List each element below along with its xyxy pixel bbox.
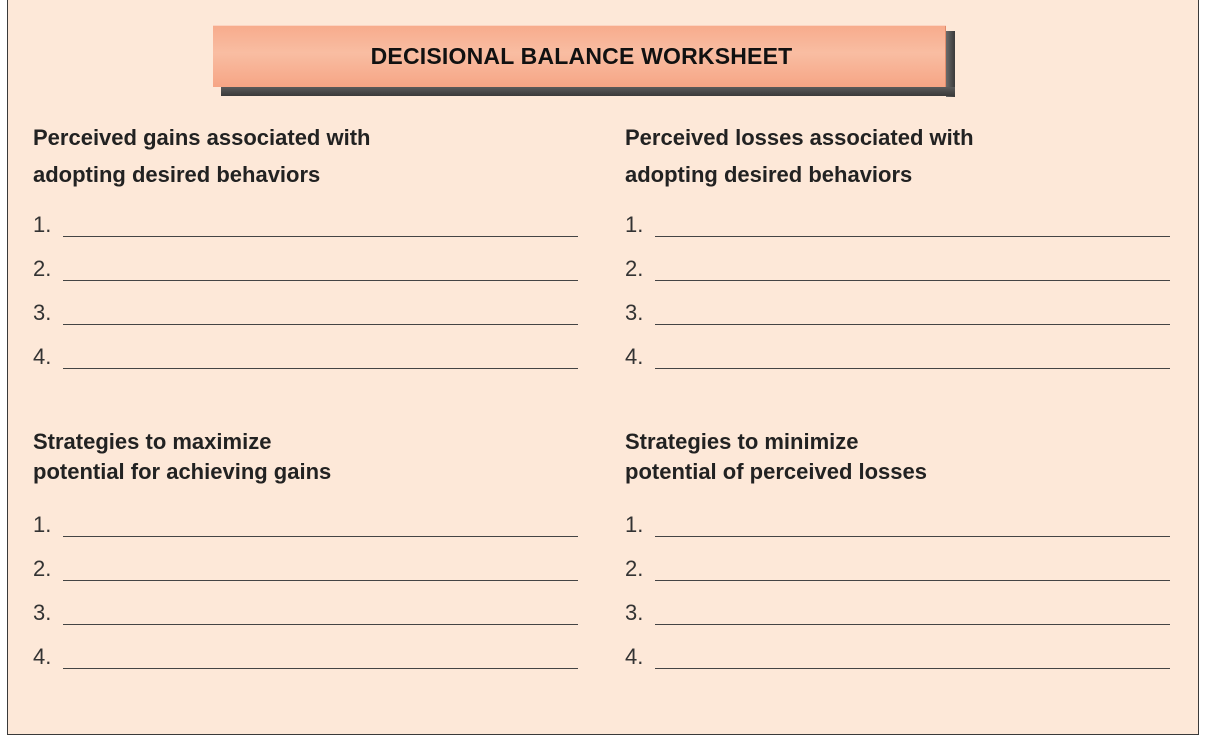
answer-line[interactable] [655,606,1170,625]
item-number: 4. [33,644,52,669]
item-number: 1. [33,512,52,537]
answer-line[interactable] [63,262,578,281]
banner-plate [213,25,946,87]
answer-line[interactable] [63,650,578,669]
gains-heading-line: adopting desired behaviors [33,162,321,187]
minimize-heading [625,427,1170,487]
list-item [625,193,1170,237]
list-item [625,281,1170,325]
list-item [33,537,578,581]
maximize-heading [33,427,578,487]
item-number: 1. [625,212,644,237]
losses-heading [625,119,1170,193]
item-number: 2. [625,556,644,581]
answer-line[interactable] [655,306,1170,325]
item-number: 2. [33,556,52,581]
answer-line[interactable] [655,262,1170,281]
gains-heading-line: Perceived gains associated with [33,125,371,150]
worksheet-title: DECISIONAL BALANCE WORKSHEET [370,42,793,69]
list-item [625,237,1170,281]
list-item [33,625,578,669]
item-number: 1. [33,212,52,237]
worksheet-panel [7,0,1199,735]
answer-line[interactable] [655,350,1170,369]
maximize-section [33,427,578,669]
losses-list [625,193,1170,369]
answer-line[interactable] [655,218,1170,237]
answer-line[interactable] [655,650,1170,669]
list-item [625,581,1170,625]
list-item [625,537,1170,581]
gains-heading [33,119,578,193]
minimize-list [625,493,1170,669]
list-item [33,493,578,537]
list-item [625,625,1170,669]
answer-line[interactable] [655,562,1170,581]
answer-line[interactable] [63,606,578,625]
maximize-heading-line: Strategies to maximize [33,429,272,454]
item-number: 3. [625,300,644,325]
losses-heading-line: adopting desired behaviors [625,162,913,187]
answer-line[interactable] [63,218,578,237]
losses-section [625,119,1170,369]
item-number: 2. [625,256,644,281]
answer-line[interactable] [63,518,578,537]
list-item [33,193,578,237]
gains-list [33,193,578,369]
item-number: 2. [33,256,52,281]
banner-shadow [221,87,955,96]
item-number: 4. [33,344,52,369]
list-item [33,325,578,369]
list-item [625,325,1170,369]
item-number: 3. [33,600,52,625]
title-banner [213,25,953,97]
item-number: 3. [33,300,52,325]
item-number: 1. [625,512,644,537]
answer-line[interactable] [63,562,578,581]
minimize-heading-line: potential of perceived losses [625,459,927,484]
list-item [33,281,578,325]
list-item [33,581,578,625]
gains-section [33,119,578,369]
answer-line[interactable] [655,518,1170,537]
list-item [625,493,1170,537]
maximize-list [33,493,578,669]
list-item [33,237,578,281]
losses-heading-line: Perceived losses associated with [625,125,974,150]
maximize-heading-line: potential for achieving gains [33,459,332,484]
minimize-section [625,427,1170,669]
item-number: 3. [625,600,644,625]
minimize-heading-line: Strategies to minimize [625,429,859,454]
item-number: 4. [625,344,644,369]
answer-line[interactable] [63,350,578,369]
answer-line[interactable] [63,306,578,325]
item-number: 4. [625,644,644,669]
